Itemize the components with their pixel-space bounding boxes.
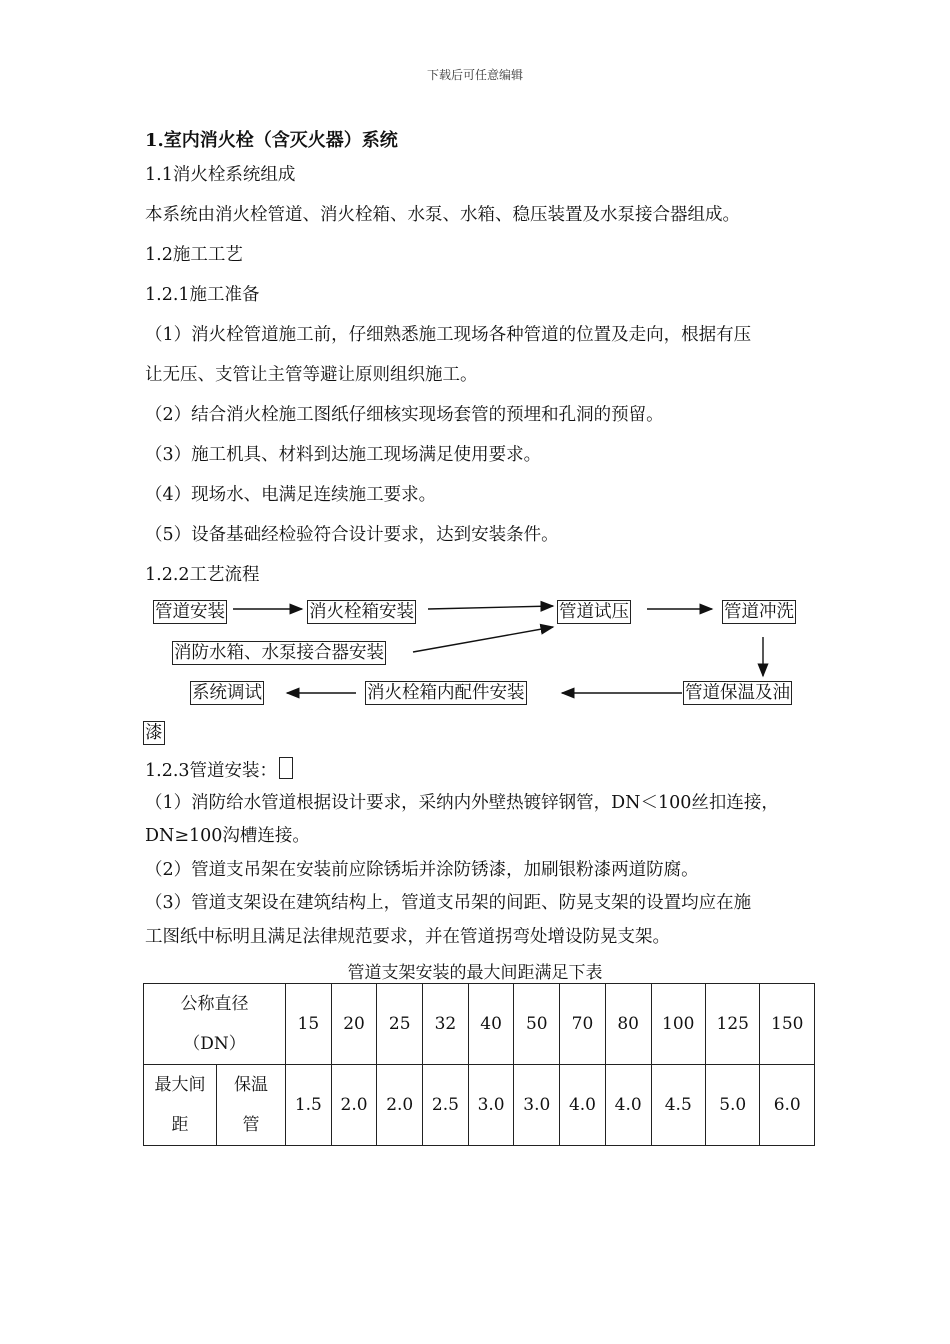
dn-value: 50 xyxy=(514,984,560,1065)
dn-value: 80 xyxy=(605,984,651,1065)
subsection-1-1-title: 1.1消火栓系统组成 xyxy=(145,165,296,185)
row-label-text: 管 xyxy=(242,1115,260,1135)
spacing-value: 4.0 xyxy=(560,1065,606,1146)
row-label-max-spacing xyxy=(144,1065,217,1146)
header-watermark: 下载后可任意编辑 xyxy=(426,68,523,82)
subsection-1-2-1-title: 1.2.1施工准备 xyxy=(145,285,260,305)
prep-line: （3）施工机具、材料到达施工现场满足使用要求。 xyxy=(145,445,542,465)
dn-value: 25 xyxy=(377,984,423,1065)
flow-flush: 管道冲洗 xyxy=(724,602,794,622)
flow-insulation-cont: 漆 xyxy=(145,723,163,743)
prep-line: （2）结合消火栓施工图纸仔细核实现场套管的预埋和孔洞的预留。 xyxy=(145,405,664,425)
prep-line: （5）设备基础经检验符合设计要求，达到安装条件。 xyxy=(145,525,559,545)
dn-value: 125 xyxy=(705,984,759,1065)
flow-box-fittings: 消火栓箱内配件安装 xyxy=(367,683,525,703)
subsection-1-2-title: 1.2施工工艺 xyxy=(145,245,243,265)
install-line: 工图纸中标明且满足法律规范要求，并在管道拐弯处增设防晃支架。 xyxy=(145,927,670,947)
prep-line: （1）消火栓管道施工前，仔细熟悉施工现场各种管道的位置及走向，根据有压 xyxy=(145,325,752,345)
table-row xyxy=(144,1065,815,1146)
table-row xyxy=(144,984,815,1065)
placeholder-box-icon xyxy=(279,757,293,779)
install-line: （3）管道支架设在建筑结构上，管道支吊架的间距、防晃支架的设置均应在施 xyxy=(145,893,752,913)
spacing-value: 6.0 xyxy=(760,1065,815,1146)
install-line: （2）管道支吊架在安装前应除锈垢并涂防锈漆，加刷银粉漆两道防腐。 xyxy=(145,860,699,880)
arrow xyxy=(428,606,553,609)
spacing-value: 3.0 xyxy=(514,1065,560,1146)
flow-tank-install: 消防水箱、水泵接合器安装 xyxy=(174,643,384,663)
spacing-value: 2.0 xyxy=(331,1065,377,1146)
dn-value: 32 xyxy=(423,984,469,1065)
flow-pipe-install: 管道安装 xyxy=(155,602,225,622)
dn-value: 20 xyxy=(331,984,377,1065)
spacing-value: 1.5 xyxy=(286,1065,332,1146)
row-label-text: 距 xyxy=(171,1115,189,1135)
subsection-1-1-body: 本系统由消火栓管道、消火栓箱、水泵、水箱、稳压装置及水泵接合器组成。 xyxy=(145,205,740,225)
dn-value: 150 xyxy=(760,984,815,1065)
spacing-value: 4.5 xyxy=(651,1065,705,1146)
spacing-value: 2.0 xyxy=(377,1065,423,1146)
row-label-text: 最大间 xyxy=(154,1075,206,1095)
install-line: （1）消防给水管道根据设计要求，采纳内外壁热镀锌钢管，DN＜100丝扣连接， xyxy=(145,793,779,813)
flow-hydrant-box-install: 消火栓箱安装 xyxy=(309,602,414,622)
subsection-1-2-2-title: 1.2.2工艺流程 xyxy=(145,565,260,585)
spacing-value: 4.0 xyxy=(605,1065,651,1146)
dn-label: 公称直径 xyxy=(180,994,249,1014)
row-label-insulated xyxy=(217,1065,286,1146)
section-title: 1.室内消火栓（含灭火器）系统 xyxy=(145,130,398,151)
support-spacing-table xyxy=(143,983,815,1146)
dn-value: 100 xyxy=(651,984,705,1065)
flow-insulation: 管道保温及油 xyxy=(685,683,790,703)
prep-line: （4）现场水、电满足连续施工要求。 xyxy=(145,485,437,505)
prep-line: 让无压、支管让主管等避让原则组织施工。 xyxy=(145,365,478,385)
dn-header-cell xyxy=(144,984,286,1065)
subsection-1-2-3-label: 1.2.3管道安装： xyxy=(145,761,278,781)
spacing-value: 5.0 xyxy=(705,1065,759,1146)
spacing-value: 2.5 xyxy=(423,1065,469,1146)
install-line: DN≥100沟槽连接。 xyxy=(145,826,310,846)
dn-value: 15 xyxy=(286,984,332,1065)
row-label-text: 保温 xyxy=(234,1075,268,1095)
spacing-value: 3.0 xyxy=(468,1065,514,1146)
dn-value: 40 xyxy=(468,984,514,1065)
flow-pressure-test: 管道试压 xyxy=(559,602,629,622)
dn-unit: （DN） xyxy=(183,1034,246,1054)
arrow xyxy=(413,627,553,652)
dn-value: 70 xyxy=(560,984,606,1065)
flow-debug: 系统调试 xyxy=(192,683,262,703)
table-caption: 管道支架安装的最大间距满足下表 xyxy=(347,963,603,983)
subsection-1-2-3-title xyxy=(145,757,293,783)
